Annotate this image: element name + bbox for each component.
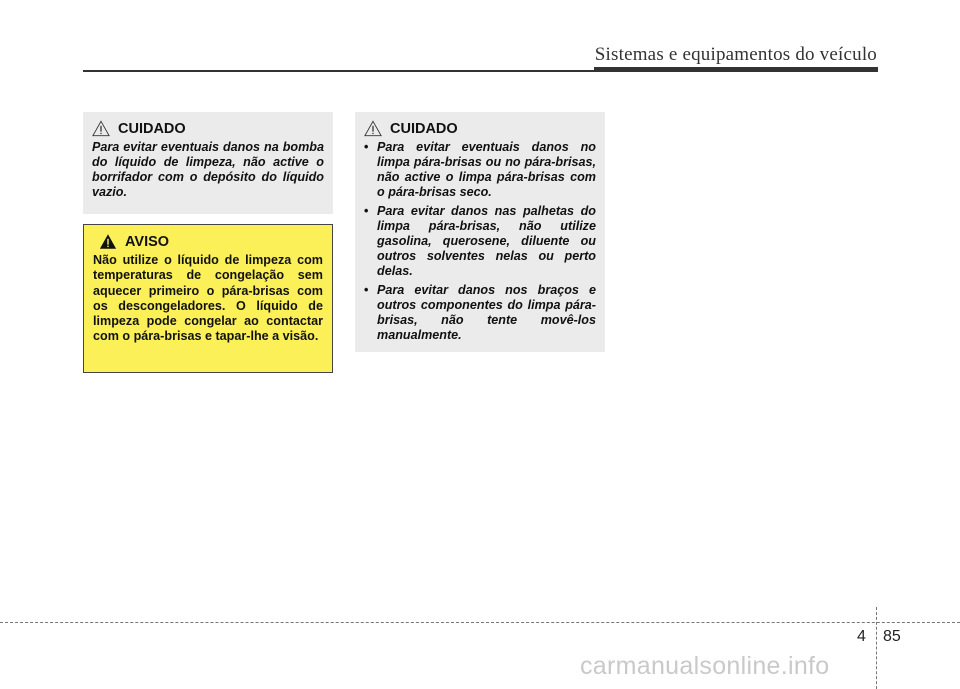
- header-rule-accent: [594, 67, 878, 72]
- caution-list: [364, 140, 596, 343]
- caution-triangle-icon: [92, 120, 110, 137]
- warning-box-freezing: [83, 224, 333, 373]
- watermark: carmanualsonline.info: [580, 652, 830, 680]
- list-item: • Para evitar danos nas palhetas do limpa pára-brisas, não utilize gasolina, querosene, diluente ou outros solventes nelas ou perto delas.: [364, 204, 596, 279]
- list-item: • Para evitar danos nos braços e outros componentes do limpa pára-brisas, não tente movê-los manualmente.: [364, 283, 596, 343]
- warning-text: Não utilize o líquido de limpeza com temperaturas de congelação sem aquecer primeiro o pára-brisas com os descongeladores. O líquido de limpeza pode congelar ao contactar com o pára-brisas e tapar-lhe a visão.: [93, 253, 323, 344]
- warning-title-text: AVISO: [125, 233, 170, 250]
- caution-triangle-icon: [364, 120, 382, 137]
- footer-rule: [0, 622, 960, 623]
- list-item: • Para evitar eventuais danos no limpa pára-brisas ou no pára-brisas, não active o limpa pára-brisas com o pára-brisas seco.: [364, 140, 596, 200]
- caution-title: [364, 120, 596, 137]
- warning-title: [93, 233, 323, 250]
- caution-title: [92, 120, 324, 137]
- page-number: 85: [883, 628, 901, 645]
- warning-triangle-icon: [99, 233, 117, 250]
- caution-text: Para evitar eventuais danos na bomba do líquido de limpeza, não active o borrifador com o depósito do líquido vazio.: [92, 140, 324, 199]
- caution-title-text: CUIDADO: [118, 120, 186, 137]
- section-title: Sistemas e equipamentos do veículo: [594, 44, 877, 65]
- footer-divider: [876, 607, 877, 689]
- caution-box-wipers: [355, 112, 605, 352]
- caution-title-text: CUIDADO: [390, 120, 458, 137]
- chapter-number: 4: [857, 628, 866, 645]
- caution-box-washer-pump: [83, 112, 333, 214]
